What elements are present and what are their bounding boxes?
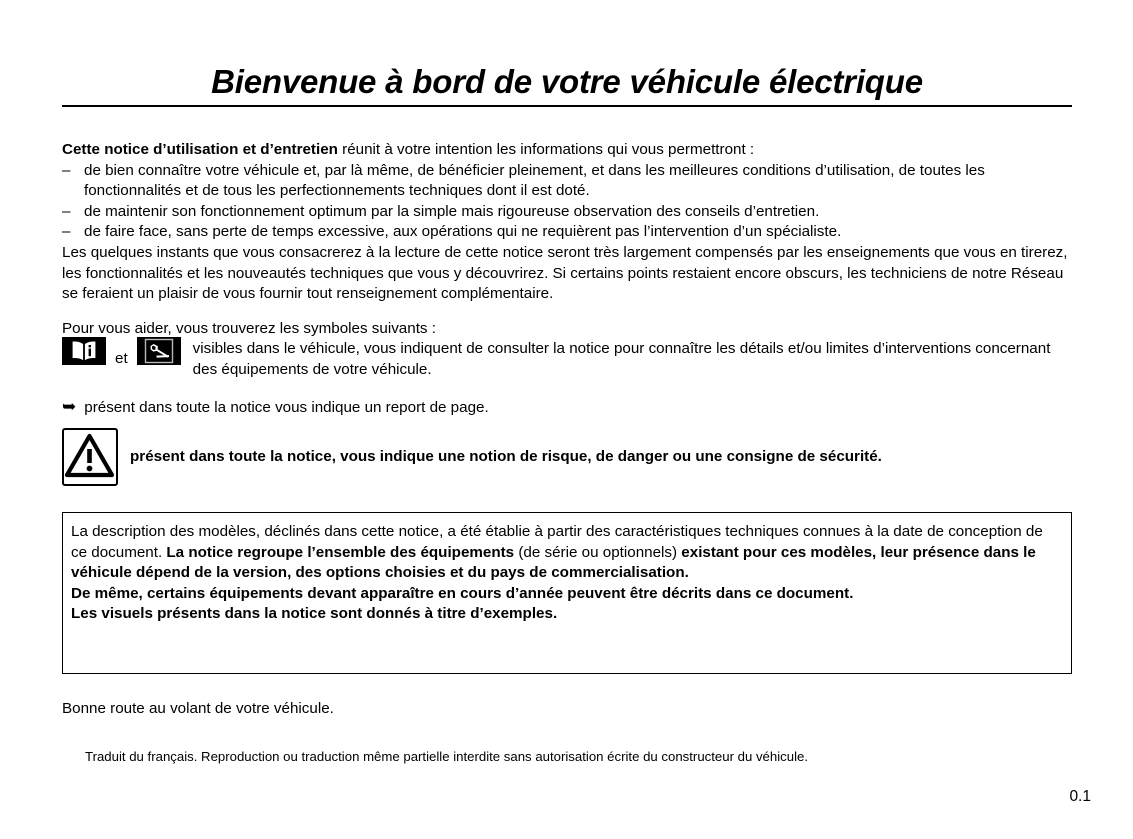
notice-box-paragraph-2 xyxy=(71,584,1063,605)
symbols-icons-description: visibles dans le véhicule, vous indiquent de consulter la notice pour connaître les détails et/ou limites d’interventions concernant des équipements de votre véhicule. xyxy=(192,340,1051,378)
list-item: – de faire face, sans perte de temps excessive, aux opérations qui ne requièrent pas l’intervention d’un spécialiste. xyxy=(62,222,1074,243)
intro-section xyxy=(62,140,1074,339)
intro-lead-bold: Cette notice d’utilisation et d’entretien xyxy=(62,141,338,158)
notice-bold-line3: Les visuels présents dans la notice sont donnés à titre d’exemples. xyxy=(71,605,558,623)
symbols-conjunction: et xyxy=(115,349,128,367)
copyright-note: Traduit du français. Reproduction ou traduction même partielle interdite sans autorisation écrite du constructeur du véhicule. xyxy=(85,749,809,764)
warning-description: présent dans toute la notice, vous indique une notion de risque, de danger ou une consigne de sécurité. xyxy=(130,447,882,465)
notice-box-paragraph-3 xyxy=(71,604,1063,625)
symbols-section xyxy=(62,337,1074,380)
notice-bold-line2: De même, certains équipements devant apparaître en cours d’année peuvent être décrits dans ce document. xyxy=(71,584,854,602)
intro-paragraph: Les quelques instants que vous consacrerez à la lecture de cette notice seront très largement compensés par les enseignements que vous en tirerez, les fonctionnalités et les nouveautés techniques que vous y découvrirez. Si certains points restaient encore obscurs, les techniciens de notre Réseau se feraient un plaisir de vous fournir tout renseignement complémentaire. xyxy=(62,243,1068,303)
wrench-icon xyxy=(137,337,181,365)
symbols-prompt: Pour vous aider, vous trouverez les symboles suivants : xyxy=(62,319,436,337)
title-underline-rule xyxy=(62,105,1072,107)
warning-triangle-icon xyxy=(62,428,118,486)
symbol-icons-row xyxy=(62,337,1074,380)
notice-box-paragraph-1 xyxy=(71,522,1063,584)
book-info-icon xyxy=(62,337,106,365)
notice-bold-b: existant pour ces modèles, leur présence dans le véhicule dépend de la version, des options choisies et du pays de commercialisation. xyxy=(71,543,1036,582)
page-reference-row xyxy=(62,397,489,419)
notice-normal-b: (de série ou optionnels) xyxy=(514,543,682,561)
closing-line: Bonne route au volant de votre véhicule. xyxy=(62,700,334,717)
notice-bold-a: La notice regroupe l’ensemble des équipements xyxy=(166,543,515,561)
list-item: – de bien connaître votre véhicule et, par là même, de bénéficier pleinement, et dans les meilleures conditions d’utilisation, de toutes les fonctionnalités et de tous les perfectionnements techniques dont il est doté. xyxy=(62,161,1074,202)
page-header xyxy=(62,62,1072,107)
page-number: 0.1 xyxy=(1069,788,1091,805)
intro-lead-rest: réunit à votre intention les informations qui vous permettront : xyxy=(337,141,755,158)
page-reference-arrow-icon: ➥ xyxy=(62,397,77,416)
intro-lead-paragraph xyxy=(62,140,1074,161)
list-item: – de maintenir son fonctionnement optimum par la simple mais rigoureuse observation des conseils d’entretien. xyxy=(62,202,1074,223)
notice-normal-a: La description des modèles, déclinés dans cette notice, a été établie à partir des caractéristiques techniques connues à la date de conception de ce document. xyxy=(71,523,1043,561)
warning-row xyxy=(62,428,882,486)
page-reference-description: présent dans toute la notice vous indique un report de page. xyxy=(84,399,489,416)
page-title: Bienvenue à bord de votre véhicule électrique xyxy=(211,63,923,100)
intro-bullet-list xyxy=(62,161,1074,243)
notice-box xyxy=(62,512,1072,674)
